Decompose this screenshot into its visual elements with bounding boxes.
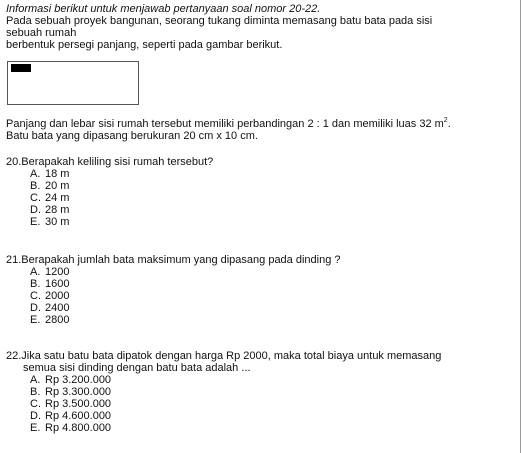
intro-heading: Informasi berikut untuk menjawab pertanyaan soal nomor 20-22.	[6, 3, 321, 15]
option-letter: A.	[30, 266, 41, 278]
question-number: 22.	[6, 350, 22, 362]
option-c[interactable]	[30, 192, 511, 204]
option-d[interactable]	[30, 204, 511, 216]
option-a[interactable]	[30, 266, 511, 278]
option-letter: C.	[30, 290, 41, 302]
option-text: 2000	[45, 290, 70, 302]
option-text: 2800	[45, 314, 70, 326]
option-d[interactable]	[30, 302, 511, 314]
info-line-2: Batu bata yang dipasang berukuran 20 cm x 10 cm.	[6, 130, 258, 142]
option-letter: D.	[30, 410, 41, 422]
option-letter: D.	[30, 302, 41, 314]
option-text: Rp 3.200.000	[45, 374, 112, 386]
option-letter: E.	[30, 216, 41, 228]
option-text: 18 m	[45, 168, 70, 180]
option-e[interactable]	[30, 422, 511, 434]
question-20	[6, 156, 511, 228]
option-e[interactable]	[30, 216, 511, 228]
question-row	[6, 254, 511, 266]
option-letter: E.	[30, 422, 41, 434]
option-letter: D.	[30, 204, 41, 216]
option-text: 28 m	[45, 204, 70, 216]
option-text: Rp 3.300.000	[45, 386, 112, 398]
option-letter: E.	[30, 314, 41, 326]
option-text: 30 m	[45, 216, 70, 228]
options-list	[6, 168, 511, 228]
question-text-continued: semua sisi dinding dengan batu bata adalah ...	[23, 362, 251, 374]
info-line-1-text: Panjang dan lebar sisi rumah tersebut memiliki perbandingan 2 : 1 dan memiliki luas 32 m	[6, 118, 444, 130]
option-text: 2400	[45, 302, 70, 314]
question-text: Jika satu batu bata dipatok dengan harga Rp 2000, maka total biaya untuk memasang	[21, 350, 442, 362]
info-block	[6, 118, 511, 142]
option-a[interactable]	[30, 168, 511, 180]
question-row	[6, 156, 511, 168]
option-letter: C.	[30, 192, 41, 204]
option-c[interactable]	[30, 290, 511, 302]
intro-block	[6, 3, 496, 51]
option-text: 1600	[45, 278, 70, 290]
option-letter: A.	[30, 374, 41, 386]
question-text: Berapakah keliling sisi rumah tersebut?	[21, 156, 214, 168]
info-line-1	[6, 118, 511, 130]
intro-line-1: Pada sebuah proyek bangunan, seorang tukang diminta memasang batu bata pada sisi	[6, 15, 433, 27]
option-text: Rp 4.600.000	[45, 410, 112, 422]
option-letter: B.	[30, 386, 41, 398]
question-21	[6, 254, 511, 326]
option-letter: B.	[30, 180, 41, 192]
options-list	[6, 374, 511, 434]
option-text: Rp 4.800.000	[45, 422, 112, 434]
intro-line-3: berbentuk persegi panjang, seperti pada gambar berikut.	[6, 39, 283, 51]
info-line-1-end: .	[447, 118, 451, 130]
option-a[interactable]	[30, 374, 511, 386]
options-list	[6, 266, 511, 326]
question-row	[6, 350, 511, 362]
intro-line-2: sebuah rumah	[6, 27, 77, 39]
question-number: 21.	[6, 254, 22, 266]
option-e[interactable]	[30, 314, 511, 326]
question-number: 20.	[6, 156, 22, 168]
option-text: 20 m	[45, 180, 70, 192]
option-c[interactable]	[30, 398, 511, 410]
question-22	[6, 350, 511, 434]
option-text: 1200	[45, 266, 70, 278]
rectangle-figure	[7, 61, 139, 105]
option-letter: C.	[30, 398, 41, 410]
option-letter: B.	[30, 278, 41, 290]
figure-black-mark	[11, 64, 31, 72]
info-superscript: 2	[443, 117, 448, 124]
option-b[interactable]	[30, 386, 511, 398]
option-letter: A.	[30, 168, 41, 180]
question-text: Berapakah jumlah bata maksimum yang dipasang pada dinding ?	[21, 254, 341, 266]
option-text: 24 m	[45, 192, 70, 204]
option-d[interactable]	[30, 410, 511, 422]
option-b[interactable]	[30, 278, 511, 290]
option-b[interactable]	[30, 180, 511, 192]
option-text: Rp 3.500.000	[45, 398, 112, 410]
